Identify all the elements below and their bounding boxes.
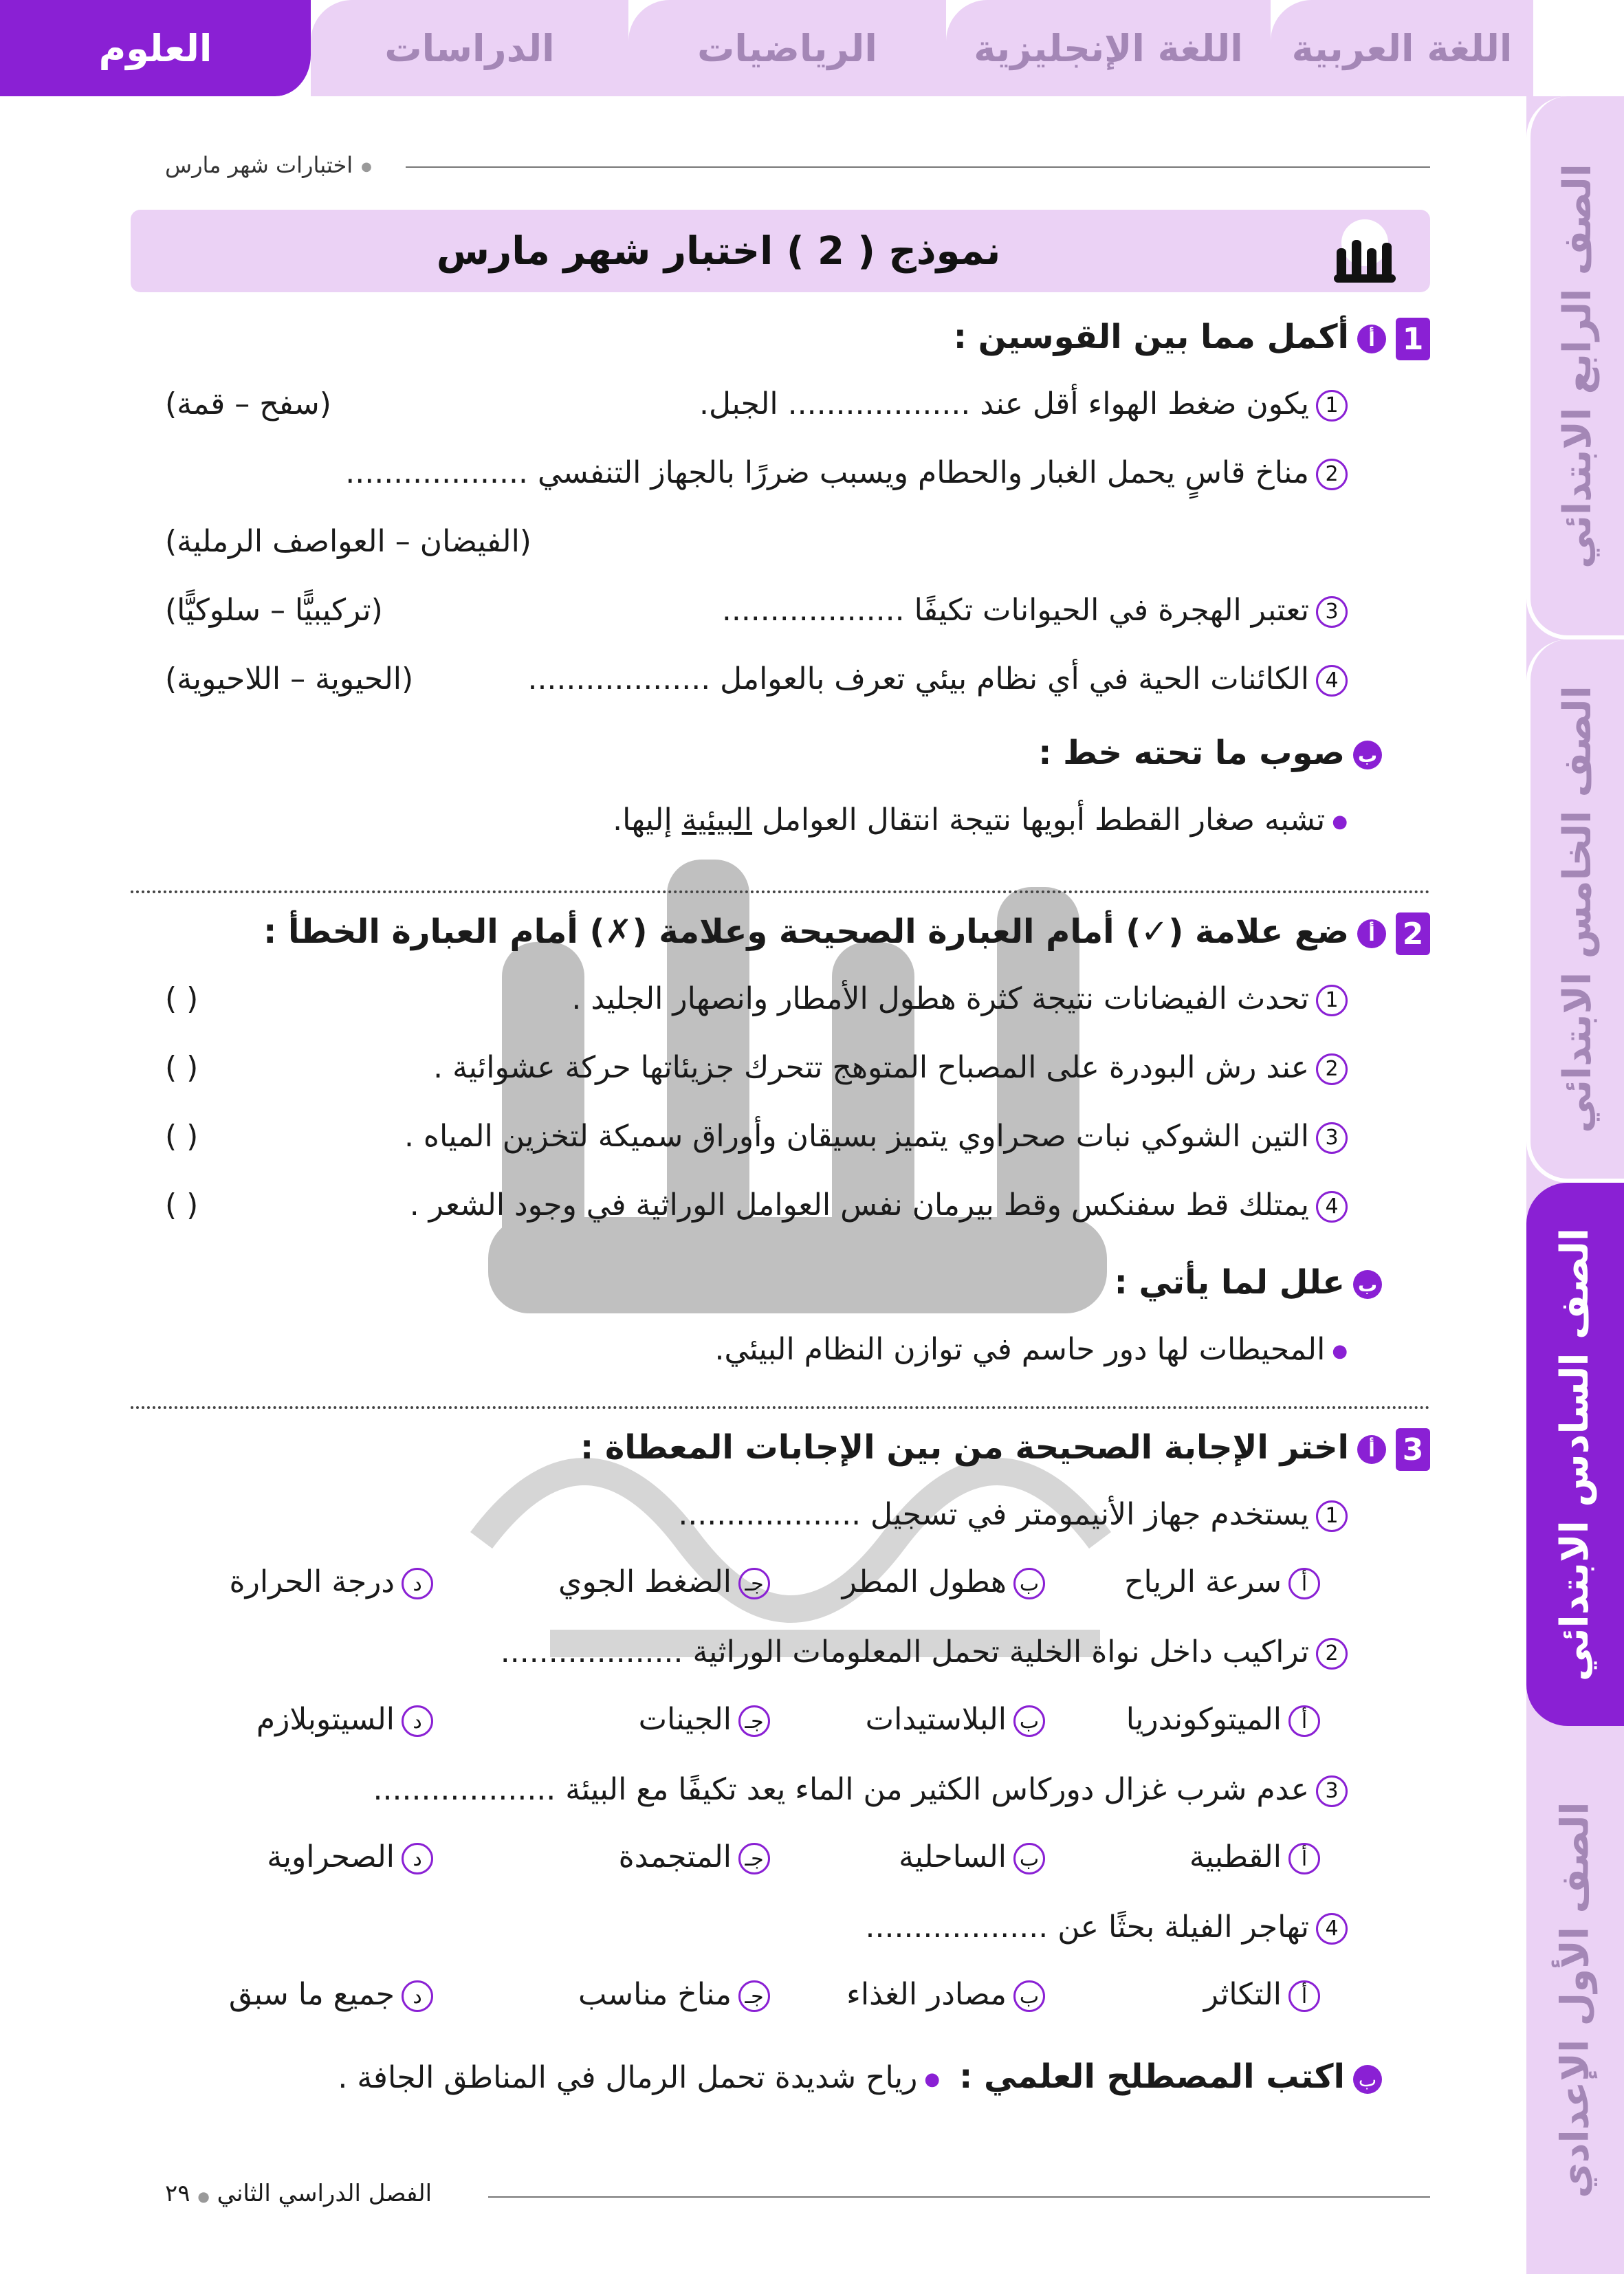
tab-social-studies[interactable]: الدراسات (311, 0, 634, 96)
q2-item-1: 1تحدث الفيضانات نتيجة كثرة هطول الأمطار وانصهار الجليد . (571, 980, 1348, 1018)
section-divider-2 (131, 1406, 1430, 1409)
breadcrumb-label: ● اختبارات شهر مارس (165, 152, 372, 178)
q3-b-text: ● رياح شديدة تحمل الرمال في المناطق الجافة . (338, 2060, 940, 2095)
q3-b-title: اكتب المصطلح العلمي : (959, 2057, 1345, 2096)
grade-tab-6[interactable]: الصف السادس الابتدائي (1526, 1183, 1624, 1726)
q2-item-2: 2عند رش البودرة على المصباح المتوهج تتحرك جزيئاتها حركة عشوائية . (433, 1049, 1348, 1086)
q3-number: 3 (1396, 1428, 1430, 1471)
q3-4-option-a[interactable]: أالتكاثر (1204, 1977, 1320, 2012)
divider (406, 166, 1430, 168)
underlined-word: البيئية (681, 802, 753, 838)
grade-sidebar (1526, 96, 1624, 2274)
q1-item-2: 2مناخ قاسٍ يحمل الغبار والحطام ويسبب ضررًا بالجهاز التنفسي ................... (345, 454, 1348, 492)
tab-math[interactable]: الرياضيات (628, 0, 952, 96)
q3-item-2: 2تراكيب داخل نواة الخلية تحمل المعلومات الوراثية ................... (501, 1633, 1348, 1671)
q1-header (954, 316, 1430, 360)
tab-arabic[interactable]: اللغة العربية (1271, 0, 1539, 96)
q2-b-header: بعلل لما يأتي : (1115, 1262, 1382, 1303)
q3-2-option-c[interactable]: جـالجينات (639, 1702, 770, 1737)
q3-4-option-b[interactable]: بمصادر الغذاء (846, 1977, 1045, 2012)
q3-3-option-b[interactable]: بالساحلية (899, 1839, 1045, 1874)
q3-3-option-c[interactable]: جـالمتجمدة (619, 1839, 770, 1874)
answer-bracket-3[interactable]: ( ) (165, 1119, 199, 1154)
grade-tab-7[interactable]: الصف الأول الإعدادي (1552, 1802, 1598, 2198)
q3-2-option-a[interactable]: أالميتوكوندريا (1126, 1702, 1320, 1737)
q1-item-1: 1يكون ضغط الهواء أقل عند ................... الجبل. (699, 385, 1348, 423)
breadcrumb (103, 151, 1430, 179)
q3-2-option-d[interactable]: دالسيتوبلازم (256, 1702, 433, 1737)
q1-number: 1 (1396, 318, 1430, 360)
q3-item-1: 1يستخدم جهاز الأنيمومتر في تسجيل ................... (678, 1496, 1348, 1533)
q2-item-4: 4يمتلك قط سفنكس وقط بيرمان نفس العوامل الوراثية في وجود الشعر . (410, 1186, 1348, 1224)
q3-item-4: 4تهاجر الفيلة بحثًا عن ................... (866, 1908, 1348, 1946)
title-bar (131, 210, 1430, 292)
page-footer (103, 2180, 1430, 2207)
exam-page (103, 96, 1430, 2269)
q2-b-text: ● المحيطات لها دور حاسم في توازن النظام البيئي. (715, 1331, 1348, 1368)
q2-header: 2أضع علامة (✓) أمام العبارة الصحيحة وعلامة (✗) أمام العبارة الخطأ : (263, 911, 1430, 955)
q2-number: 2 (1396, 912, 1430, 955)
q1-b-text: ● تشبه صغار القطط أبويها نتيجة انتقال العوامل البيئية إليها. (613, 801, 1348, 839)
q1-item-3: 3تعتبر الهجرة في الحيوانات تكيفًا ................... (722, 591, 1348, 629)
q1-choice-2: (الفيضان – العواصف الرملية) (165, 524, 531, 559)
q3-4-option-d[interactable]: دجميع ما سبق (229, 1977, 433, 2012)
answer-bracket-4[interactable]: ( ) (165, 1188, 199, 1223)
q3-4-option-c[interactable]: جـمناخ مناسب (578, 1977, 770, 2012)
answer-bracket-2[interactable]: ( ) (165, 1050, 199, 1085)
q3-a-title: اختر الإجابة الصحيحة من بين الإجابات المعطاة : (580, 1428, 1349, 1467)
q3-1-option-c[interactable]: جـالضغط الجوي (558, 1564, 770, 1599)
q1-choice-3: (تركيبيًّا – سلوكيًّا) (165, 593, 383, 628)
page-number: ٢٩ (165, 2180, 190, 2207)
q3-3-option-a[interactable]: أالقطبية (1189, 1839, 1320, 1874)
q3-header: 3أاختر الإجابة الصحيحة من بين الإجابات المعطاة : (580, 1427, 1430, 1471)
grade-tab-4[interactable]: الصف الرابع الابتدائي (1526, 96, 1624, 639)
subject-tabs (0, 0, 1526, 96)
q1-choice-1: (سفح – قمة) (165, 386, 331, 422)
q3-b-row: باكتب المصطلح العلمي : ● رياح شديدة تحمل الرمال في المناطق الجافة . (338, 2056, 1382, 2097)
footer-divider (488, 2196, 1430, 2198)
q3-3-option-d[interactable]: دالصحراوية (267, 1839, 433, 1874)
q3-item-3: 3عدم شرب غزال دوركاس الكثير من الماء يعد تكيفًا مع البيئة ................... (373, 1771, 1348, 1808)
q1-choice-4: (الحيوية – اللاحيوية) (165, 662, 414, 697)
q1-a-title: أكمل مما بين القوسين : (953, 318, 1349, 356)
term-label: الفصل الدراسي الثاني (217, 2180, 432, 2207)
q2-a-title: ضع علامة (✓) أمام العبارة الصحيحة وعلامة (✗) أمام العبارة الخطأ : (263, 912, 1349, 951)
q3-1-option-a[interactable]: أسرعة الرياح (1124, 1564, 1320, 1599)
q3-1-option-b[interactable]: بهطول المطر (842, 1564, 1045, 1599)
tab-science[interactable]: العلوم (0, 0, 316, 96)
q3-1-option-d[interactable]: ددرجة الحرارة (230, 1564, 433, 1599)
q3-2-option-b[interactable]: بالبلاستيدات (866, 1702, 1045, 1737)
footer-label: الفصل الدراسي الثاني ● ٢٩ (165, 2180, 432, 2207)
tab-english[interactable]: اللغة الإنجليزية (946, 0, 1276, 96)
answer-bracket-1[interactable]: ( ) (165, 981, 199, 1016)
q1-a-label: أ (1357, 325, 1386, 353)
page-title: نموذج ( 2 ) اختبار شهر مارس (436, 228, 1001, 274)
q1-item-4: 4الكائنات الحية في أي نظام بيئي تعرف بالعوامل ................... (527, 660, 1348, 698)
grade-tab-5[interactable]: الصف الخامس الابتدائي (1526, 639, 1624, 1183)
q1-b-header: بصوب ما تحته خط : (1038, 732, 1382, 774)
section-divider-1 (131, 890, 1430, 893)
q2-item-3: 3التين الشوكي نبات صحراوي يتميز بسيقان وأوراق سميكة لتخزين المياه . (404, 1117, 1348, 1155)
brand-logo-icon (1327, 215, 1403, 291)
